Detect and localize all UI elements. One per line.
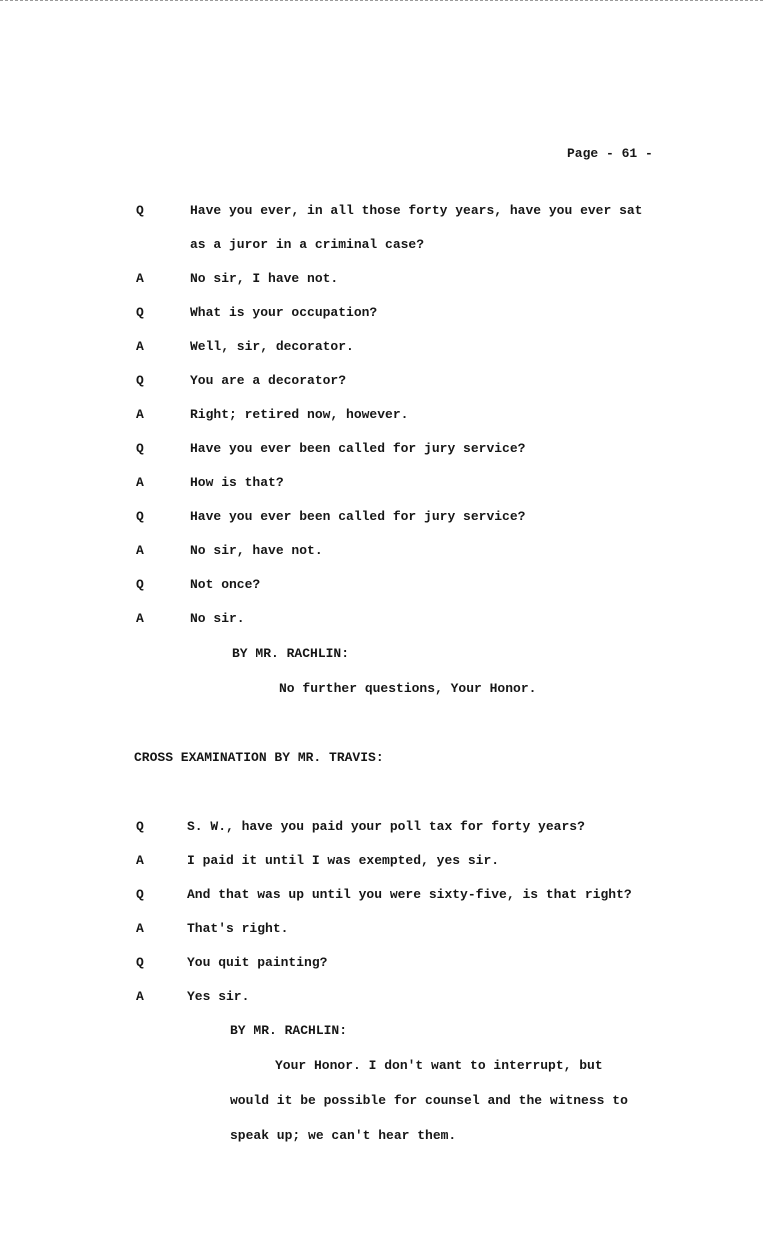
- testimony-line: You quit painting?: [187, 955, 328, 970]
- testimony-line: as a juror in a criminal case?: [190, 237, 425, 252]
- speaker-label: A: [136, 271, 144, 286]
- testimony-line: And that was up until you were sixty-five, is that right?: [187, 887, 632, 902]
- testimony-line: No sir, I have not.: [190, 271, 339, 286]
- testimony-line: You are a decorator?: [190, 373, 347, 388]
- testimony-line: Not once?: [190, 577, 261, 592]
- attorney-statement: No further questions, Your Honor.: [279, 681, 537, 696]
- testimony-line: No sir.: [190, 611, 245, 626]
- testimony-line: Right; retired now, however.: [190, 407, 409, 422]
- testimony-line: What is your occupation?: [190, 305, 378, 320]
- speaker-label: Q: [136, 955, 144, 970]
- testimony-line: Well, sir, decorator.: [190, 339, 354, 354]
- speaker-label: Q: [136, 305, 144, 320]
- speaker-label: Q: [136, 509, 144, 524]
- speaker-label: A: [136, 475, 144, 490]
- attorney-statement: would it be possible for counsel and the witness to: [230, 1093, 628, 1108]
- attorney-statement: speak up; we can't hear them.: [230, 1128, 457, 1143]
- attorney-statement: Your Honor. I don't want to interrupt, but: [275, 1058, 603, 1073]
- page-number: Page - 61 -: [567, 146, 653, 161]
- speaker-label: A: [136, 543, 144, 558]
- testimony-line: How is that?: [190, 475, 284, 490]
- speaker-label: A: [136, 407, 144, 422]
- speaker-label: Q: [136, 203, 144, 218]
- speaker-label: Q: [136, 577, 144, 592]
- speaker-label: A: [136, 853, 144, 868]
- speaker-label: Q: [136, 819, 144, 834]
- testimony-line: Have you ever been called for jury service?: [190, 441, 526, 456]
- testimony-line: S. W., have you paid your poll tax for forty years?: [187, 819, 585, 834]
- speaker-label: A: [136, 611, 144, 626]
- speaker-label: A: [136, 339, 144, 354]
- speaker-label: A: [136, 921, 144, 936]
- testimony-line: Have you ever, in all those forty years, have you ever sat: [190, 203, 643, 218]
- attorney-heading: BY MR. RACHLIN:: [230, 1023, 348, 1038]
- page-top-edge: [0, 0, 763, 1]
- testimony-line: Yes sir.: [187, 989, 250, 1004]
- speaker-label: A: [136, 989, 144, 1004]
- testimony-line: That's right.: [187, 921, 289, 936]
- speaker-label: Q: [136, 887, 144, 902]
- speaker-label: Q: [136, 441, 144, 456]
- testimony-line: Have you ever been called for jury service?: [190, 509, 526, 524]
- speaker-label: Q: [136, 373, 144, 388]
- testimony-line: I paid it until I was exempted, yes sir.: [187, 853, 500, 868]
- section-heading: CROSS EXAMINATION BY MR. TRAVIS:: [134, 750, 384, 765]
- attorney-heading: BY MR. RACHLIN:: [232, 646, 350, 661]
- testimony-line: No sir, have not.: [190, 543, 323, 558]
